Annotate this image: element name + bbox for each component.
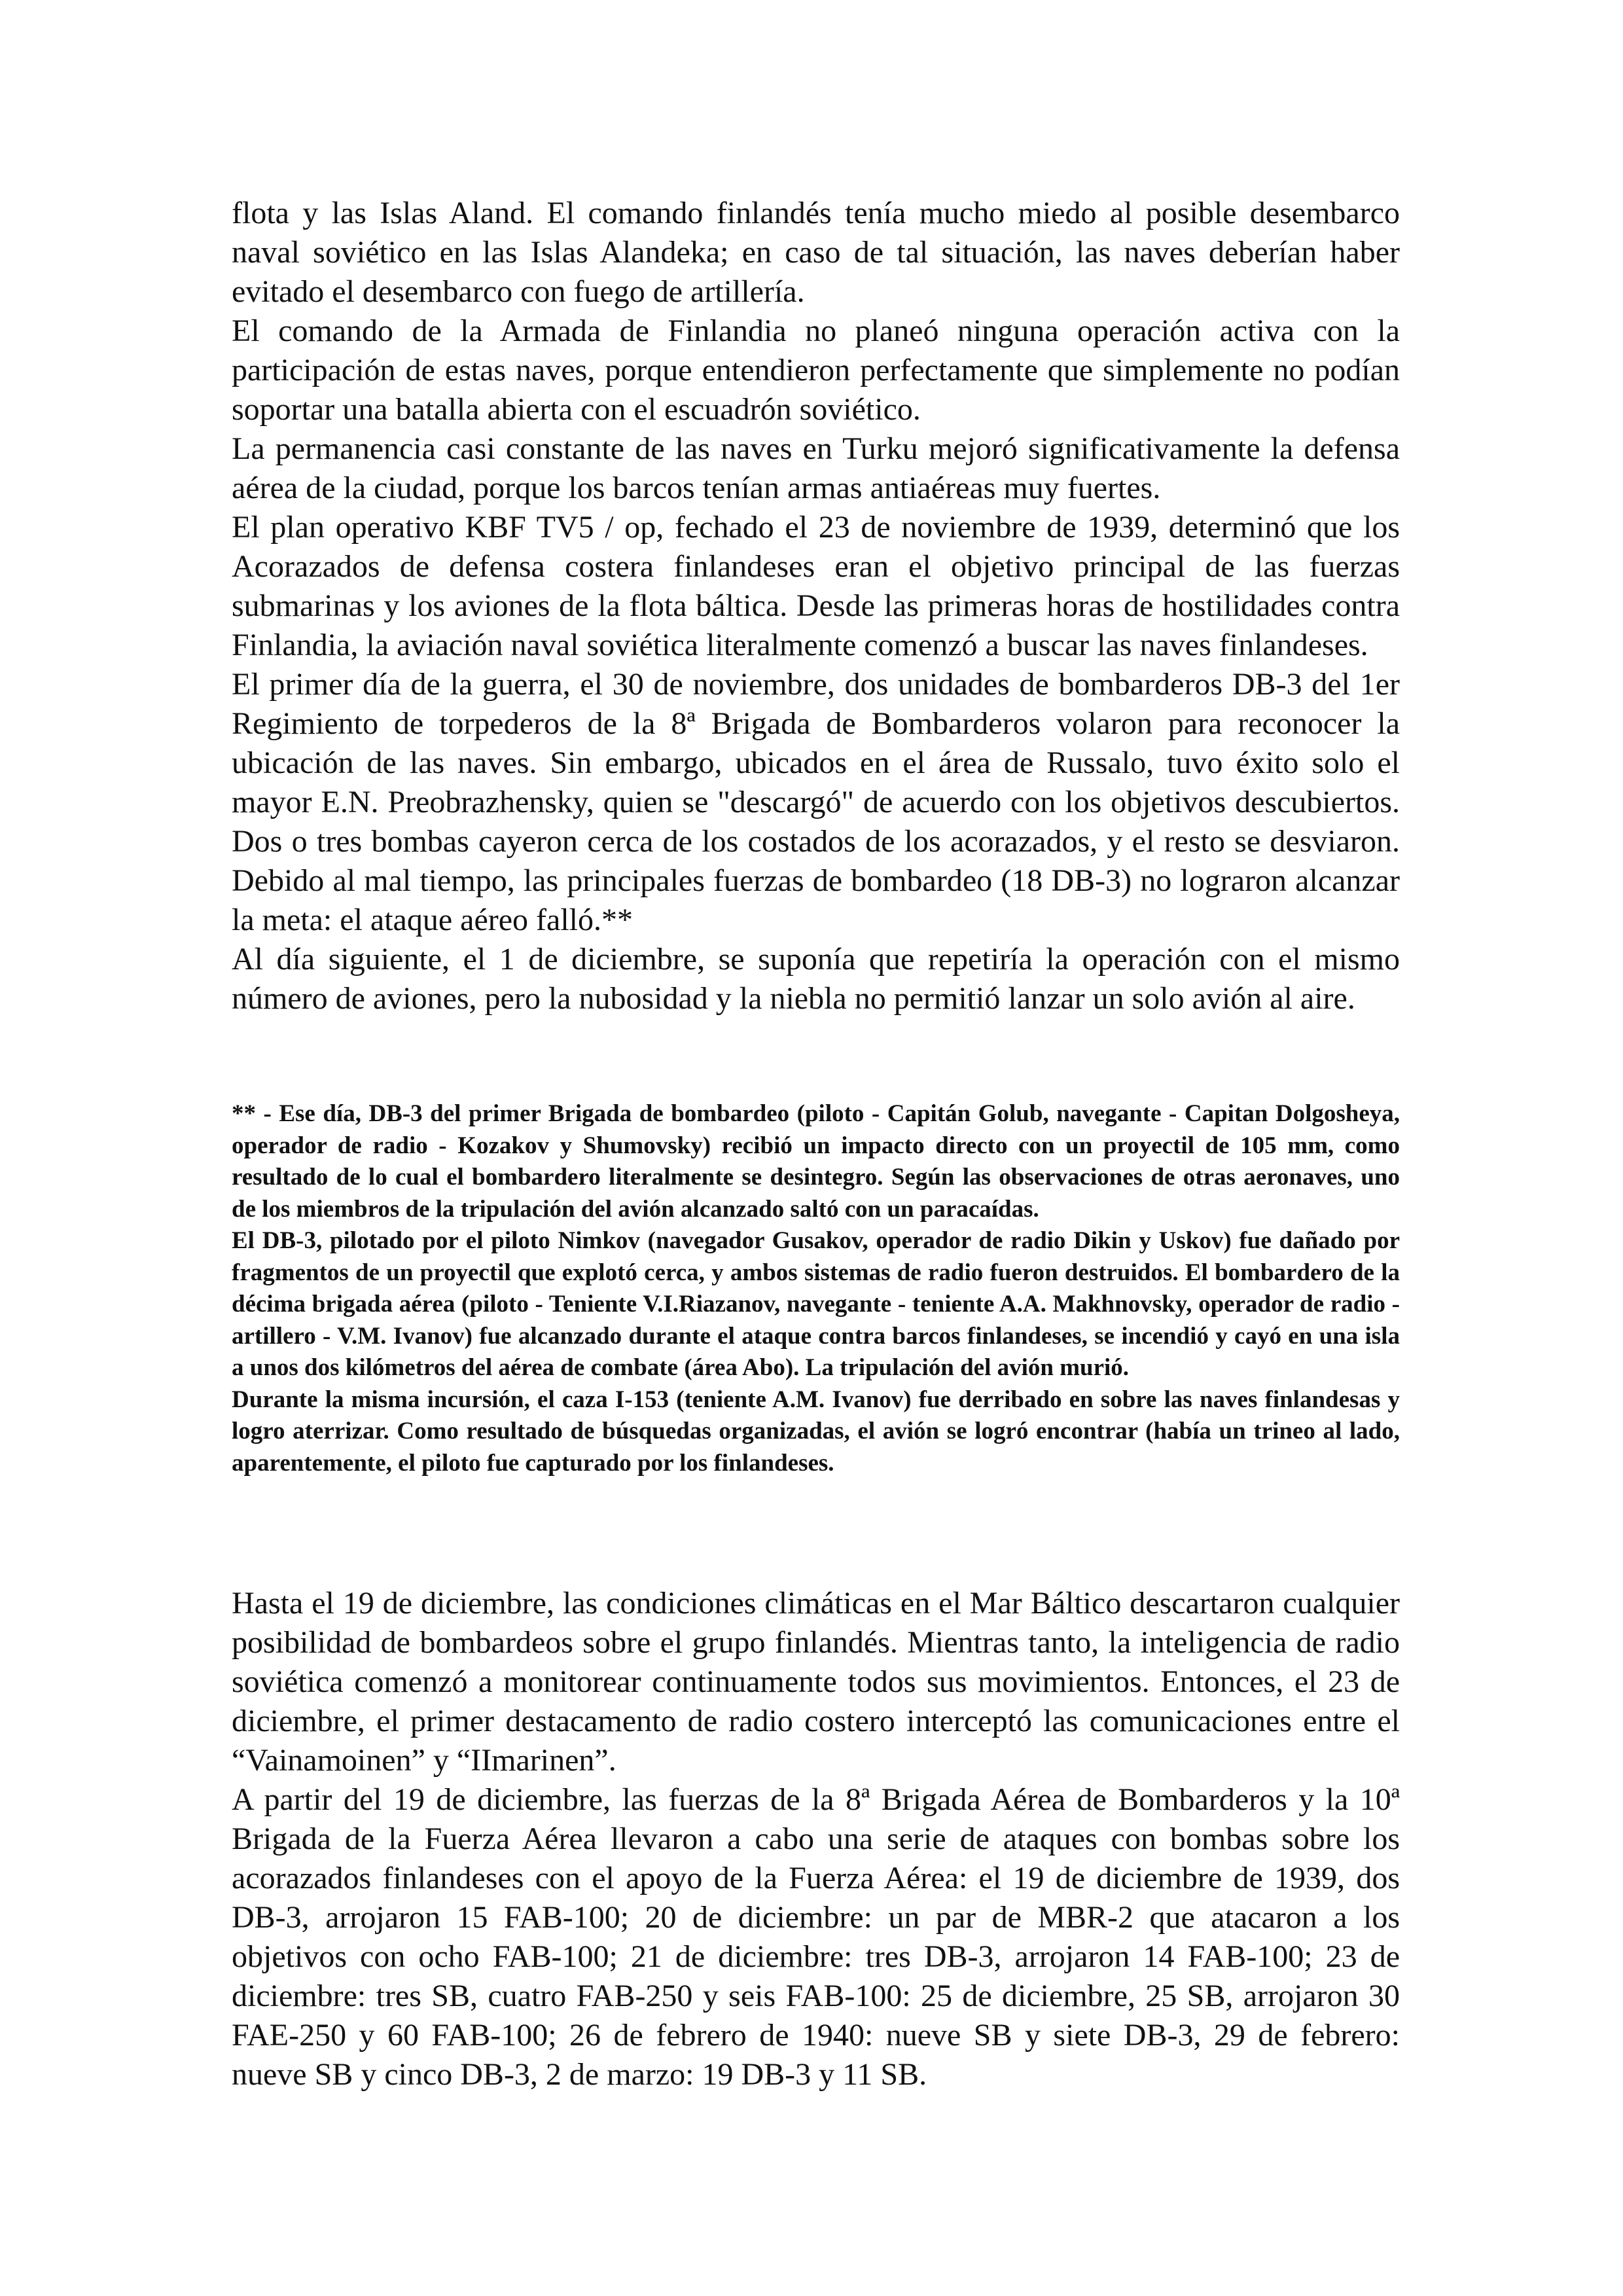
paragraph: Al día siguiente, el 1 de diciembre, se suponía que repetiría la operación con el mismo número de aviones, pero la nubosidad y la niebla no permitió lanzar un solo avión al aire.: [232, 942, 1400, 1016]
footnote-paragraph: Durante la misma incursión, el caza I-153 (teniente A.M. Ivanov) fue derribado en sobre las naves finlandesas y logro aterrizar. Como resultado de búsquedas organizadas, el avión se logró encontrar (había un trineo al lado, aparentemente, el piloto fue capturado por los finlandeses.: [232, 1386, 1400, 1477]
paragraph: El primer día de la guerra, el 30 de noviembre, dos unidades de bombarderos DB-3 del 1er Regimiento de torpederos de la 8ª Brigada de Bombarderos volaron para reconocer la ubicación de las naves. Sin embargo, ubicados en el área de Russalo, tuvo éxito solo el mayor E.N. Preobrazhensky, quien se "descargó" de acuerdo con los objetivos descubiertos. Dos o tres bombas cayeron cerca de los costados de los acorazados, y el resto se desviaron. Debido al mal tiempo, las principales fuerzas de bombardeo (18 DB-3) no lograron alcanzar la meta: el ataque aéreo falló.**: [232, 667, 1400, 937]
paragraph: El plan operativo KBF TV5 / op, fechado el 23 de noviembre de 1939, determinó que los Acorazados de defensa costera finlandeses eran el objetivo principal de las fuerzas submarinas y los aviones de la flota báltica. Desde las primeras horas de hostilidades contra Finlandia, la aviación naval soviética literalmente comenzó a buscar las naves finlandeses.: [232, 510, 1400, 662]
main-text-bottom: [232, 1584, 1400, 2094]
paragraph: flota y las Islas Aland. El comando finlandés tenía mucho miedo al posible desembarco naval soviético en las Islas Alandeka; en caso de tal situación, las naves deberían haber evitado el desembarco con fuego de artillería.: [232, 196, 1400, 309]
paragraph: A partir del 19 de diciembre, las fuerzas de la 8ª Brigada Aérea de Bombarderos y la 10ª Brigada de la Fuerza Aérea llevaron a cabo una serie de ataques con bombas sobre los acorazados finlandeses con el apoyo de la Fuerza Aérea: el 19 de diciembre de 1939, dos DB-3, arrojaron 15 FAB-100; 20 de diciembre: un par de MBR-2 que atacaron a los objetivos con ocho FAB-100; 21 de diciembre: tres DB-3, arrojaron 14 FAB-100; 23 de diciembre: tres SB, cuatro FAB-250 y seis FAB-100: 25 de diciembre, 25 SB, arrojaron 30 FAE-250 y 60 FAB-100; 26 de febrero de 1940: nueve SB y siete DB-3, 29 de febrero: nueve SB y cinco DB-3, 2 de marzo: 19 DB-3 y 11 SB.: [232, 1782, 1400, 2092]
footnote-block: [232, 1098, 1400, 1479]
main-text-top: [232, 194, 1400, 1018]
footnote-paragraph: El DB-3, pilotado por el piloto Nimkov (navegador Gusakov, operador de radio Dikin y Uskov) fue dañado por fragmentos de un proyectil que explotó cerca, y ambos sistemas de radio fueron destruidos. El bombardero de la décima brigada aérea (piloto - Teniente V.I.Riazanov, navegante - teniente A.A. Makhnovsky, operador de radio - artillero - V.M. Ivanov) fue alcanzado durante el ataque contra barcos finlandeses, se incendió y cayó en una isla a unos dos kilómetros del aérea de combate (área Abo). La tripulación del avión murió.: [232, 1227, 1400, 1381]
footnote-paragraph: ** - Ese día, DB-3 del primer Brigada de bombardeo (piloto - Capitán Golub, navegante - Capitan Dolgosheya, operador de radio - Kozakov y Shumovsky) recibió un impacto directo con un proyectil de 105 mm, como resultado de lo cual el bombardero literalmente se desintegro. Según las observaciones de otras aeronaves, uno de los miembros de la tripulación del avión alcanzado saltó con un paracaídas.: [232, 1100, 1400, 1223]
paragraph: Hasta el 19 de diciembre, las condiciones climáticas en el Mar Báltico descartaron cualquier posibilidad de bombardeos sobre el grupo finlandés. Mientras tanto, la inteligencia de radio soviética comenzó a monitorear continuamente todos sus movimientos. Entonces, el 23 de diciembre, el primer destacamento de radio costero interceptó las comunicaciones entre el “Vainamoinen” y “IImarinen”.: [232, 1586, 1400, 1778]
paragraph: La permanencia casi constante de las naves en Turku mejoró significativamente la defensa aérea de la ciudad, porque los barcos tenían armas antiaéreas muy fuertes.: [232, 431, 1400, 505]
paragraph: El comando de la Armada de Finlandia no planeó ninguna operación activa con la participación de estas naves, porque entendieron perfectamente que simplemente no podían soportar una batalla abierta con el escuadrón soviético.: [232, 314, 1400, 427]
